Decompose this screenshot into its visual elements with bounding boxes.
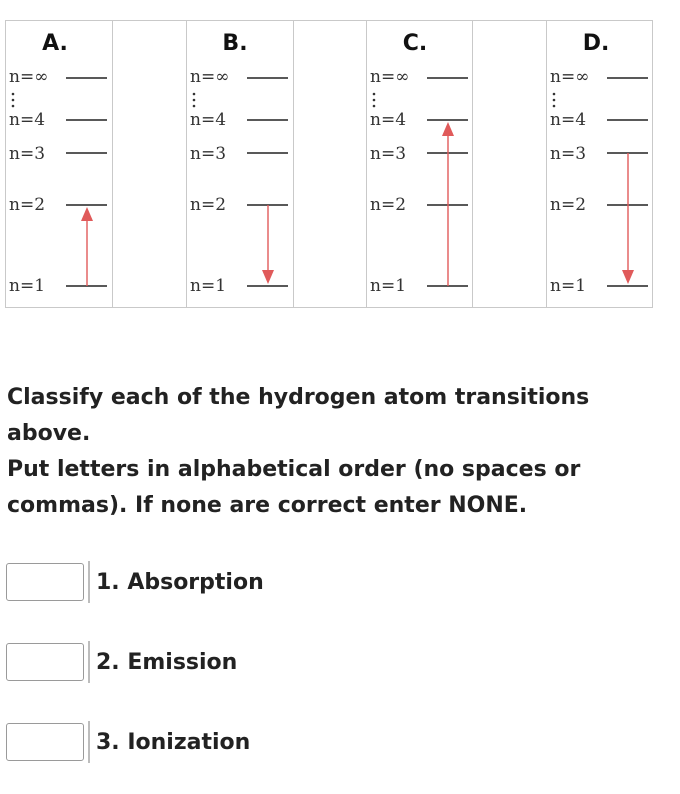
ellipsis-dot: [193, 105, 196, 108]
level-label: n=3: [550, 144, 587, 164]
question-text: [7, 380, 667, 524]
level-label: n=∞: [190, 67, 230, 87]
level-label: n=∞: [370, 67, 410, 87]
level-label: n=1: [9, 276, 46, 296]
level-label: n=2: [550, 195, 587, 215]
level-label: n=3: [9, 144, 46, 164]
absorption-label: 1. Absorption: [88, 561, 264, 603]
question-line-2: Put letters in alphabetical order (no spaces or commas). If none are correct enter NONE.: [7, 457, 581, 518]
level-label: n=2: [9, 195, 46, 215]
ellipsis-dot: [193, 99, 196, 102]
ellipsis-dot: [553, 99, 556, 102]
level-label: n=1: [370, 276, 407, 296]
question-line-1: Classify each of the hydrogen atom transitions above.: [7, 385, 590, 446]
level-label: n=∞: [9, 67, 49, 87]
level-label: n=4: [370, 110, 407, 130]
diagram-frame: [6, 21, 653, 308]
level-label: n=4: [190, 110, 227, 130]
level-label: n=2: [190, 195, 227, 215]
level-label: n=4: [550, 110, 587, 130]
ellipsis-dot: [553, 93, 556, 96]
ellipsis-dot: [553, 105, 556, 108]
ellipsis-dot: [12, 93, 15, 96]
absorption-input[interactable]: [6, 563, 84, 601]
ellipsis-dot: [373, 99, 376, 102]
level-label: n=3: [190, 144, 227, 164]
panel-letter: B.: [222, 31, 248, 56]
emission-input[interactable]: [6, 643, 84, 681]
level-label: n=1: [550, 276, 587, 296]
level-label: n=3: [370, 144, 407, 164]
ellipsis-dot: [373, 93, 376, 96]
level-label: n=1: [190, 276, 227, 296]
level-label: n=∞: [550, 67, 590, 87]
level-label: n=2: [370, 195, 407, 215]
ellipsis-dot: [12, 105, 15, 108]
energy-level-diagram: [5, 20, 653, 310]
ellipsis-dot: [12, 99, 15, 102]
ionization-label: 3. Ionization: [88, 721, 250, 763]
level-label: n=4: [9, 110, 46, 130]
answer-row-absorption: [6, 561, 264, 603]
emission-label: 2. Emission: [88, 641, 237, 683]
ellipsis-dot: [373, 105, 376, 108]
panel-letter: D.: [582, 31, 610, 56]
answer-row-ionization: [6, 721, 250, 763]
ionization-input[interactable]: [6, 723, 84, 761]
panel-letter: A.: [42, 31, 68, 56]
answer-row-emission: [6, 641, 237, 683]
ellipsis-dot: [193, 93, 196, 96]
panel-letter: C.: [402, 31, 428, 56]
